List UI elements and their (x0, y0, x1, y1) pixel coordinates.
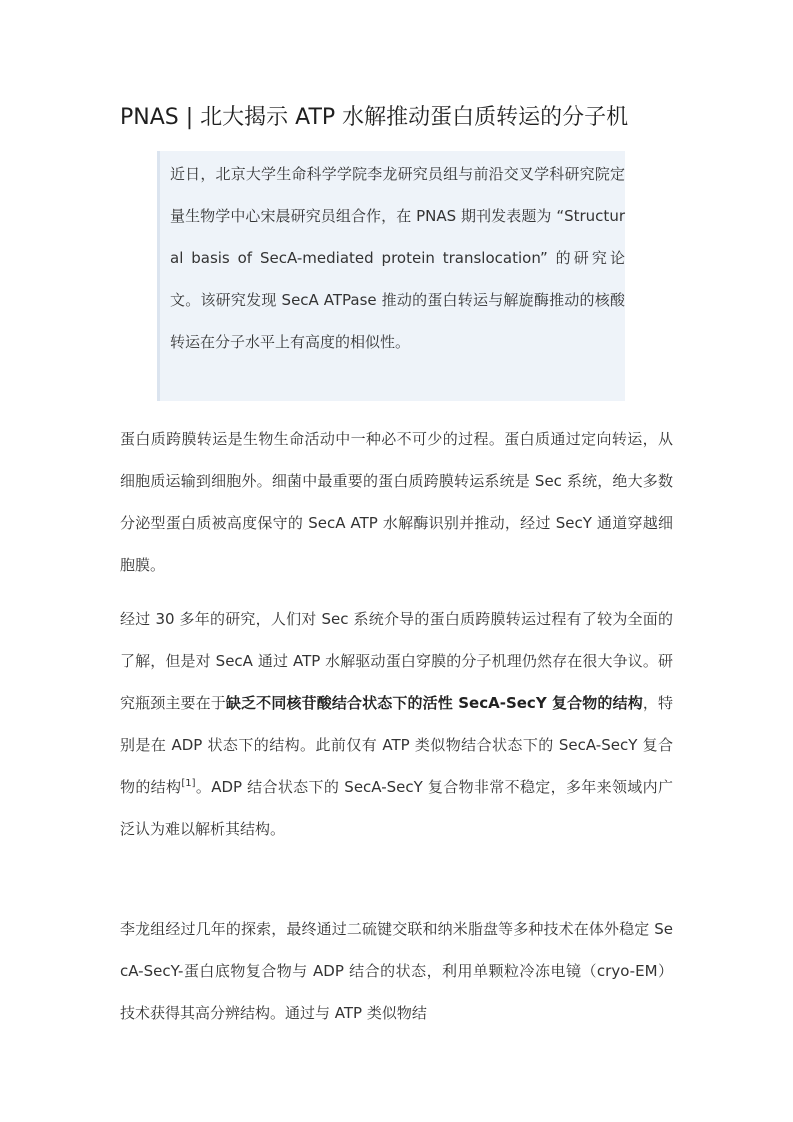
paragraph-2-bold-phrase: 缺乏不同核苷酸结合状态下的活性 SecA-SecY 复合物的结构 (225, 694, 643, 712)
paragraph-2-text-a: 经过 30 多年的研究，人们对 Sec 系统介导的蛋白质跨膜转运过程有了较为全面的了解，但是对 SecA 通过 ATP 水解驱动蛋白穿膜的分子机理仍然存在很大争议。研究瓶颈主要在于 (120, 610, 673, 712)
paragraph-1: 蛋白质跨膜转运是生物生命活动中一种必不可少的过程。蛋白质通过定向转运，从细胞质运输到细胞外。细菌中最重要的蛋白质跨膜转运系统是 Sec 系统，绝大多数分泌型蛋白质被高度保守的 SecA ATP 水解酶识别并推动，经过 SecY 通道穿越细胞膜。 (120, 430, 673, 574)
article-title: PNAS | 北大揭示 ATP 水解推动蛋白质转运的分子机 (120, 105, 629, 130)
citation-marker[interactable]: [1] (181, 778, 196, 789)
paragraph-2 (120, 598, 673, 850)
summary-box (157, 151, 625, 401)
paragraph-2-text-c: 。ADP 结合状态下的 SecA-SecY 复合物非常不稳定，多年来领域内广泛认为难以解析其结构。 (120, 778, 673, 838)
paragraph-3: 李龙组经过几年的探索，最终通过二硫键交联和纳米脂盘等多种技术在体外稳定 SecA-SecY-蛋白底物复合物与 ADP 结合的状态，利用单颗粒冷冻电镜（cryo-EM）技术获得其高分辨结构。通过与 ATP 类似物结 (120, 920, 673, 1022)
paragraph-2-text-b: ，特别是在 ADP 状态下的结构。此前仅有 ATP 类似物结合状态下的 SecA-SecY 复合物的结构 (120, 694, 673, 796)
summary-text: 近日，北京大学生命科学学院李龙研究员组与前沿交叉学科研究院定量生物学中心宋晨研究员组合作，在 PNAS 期刊发表题为 “Structural basis of SecA-mediated protein translocation” 的研究论文。该研究发现 SecA ATPase 推动的蛋白转运与解旋酶推动的核酸转运在分子水平上有高度的相似性。 (170, 165, 625, 351)
